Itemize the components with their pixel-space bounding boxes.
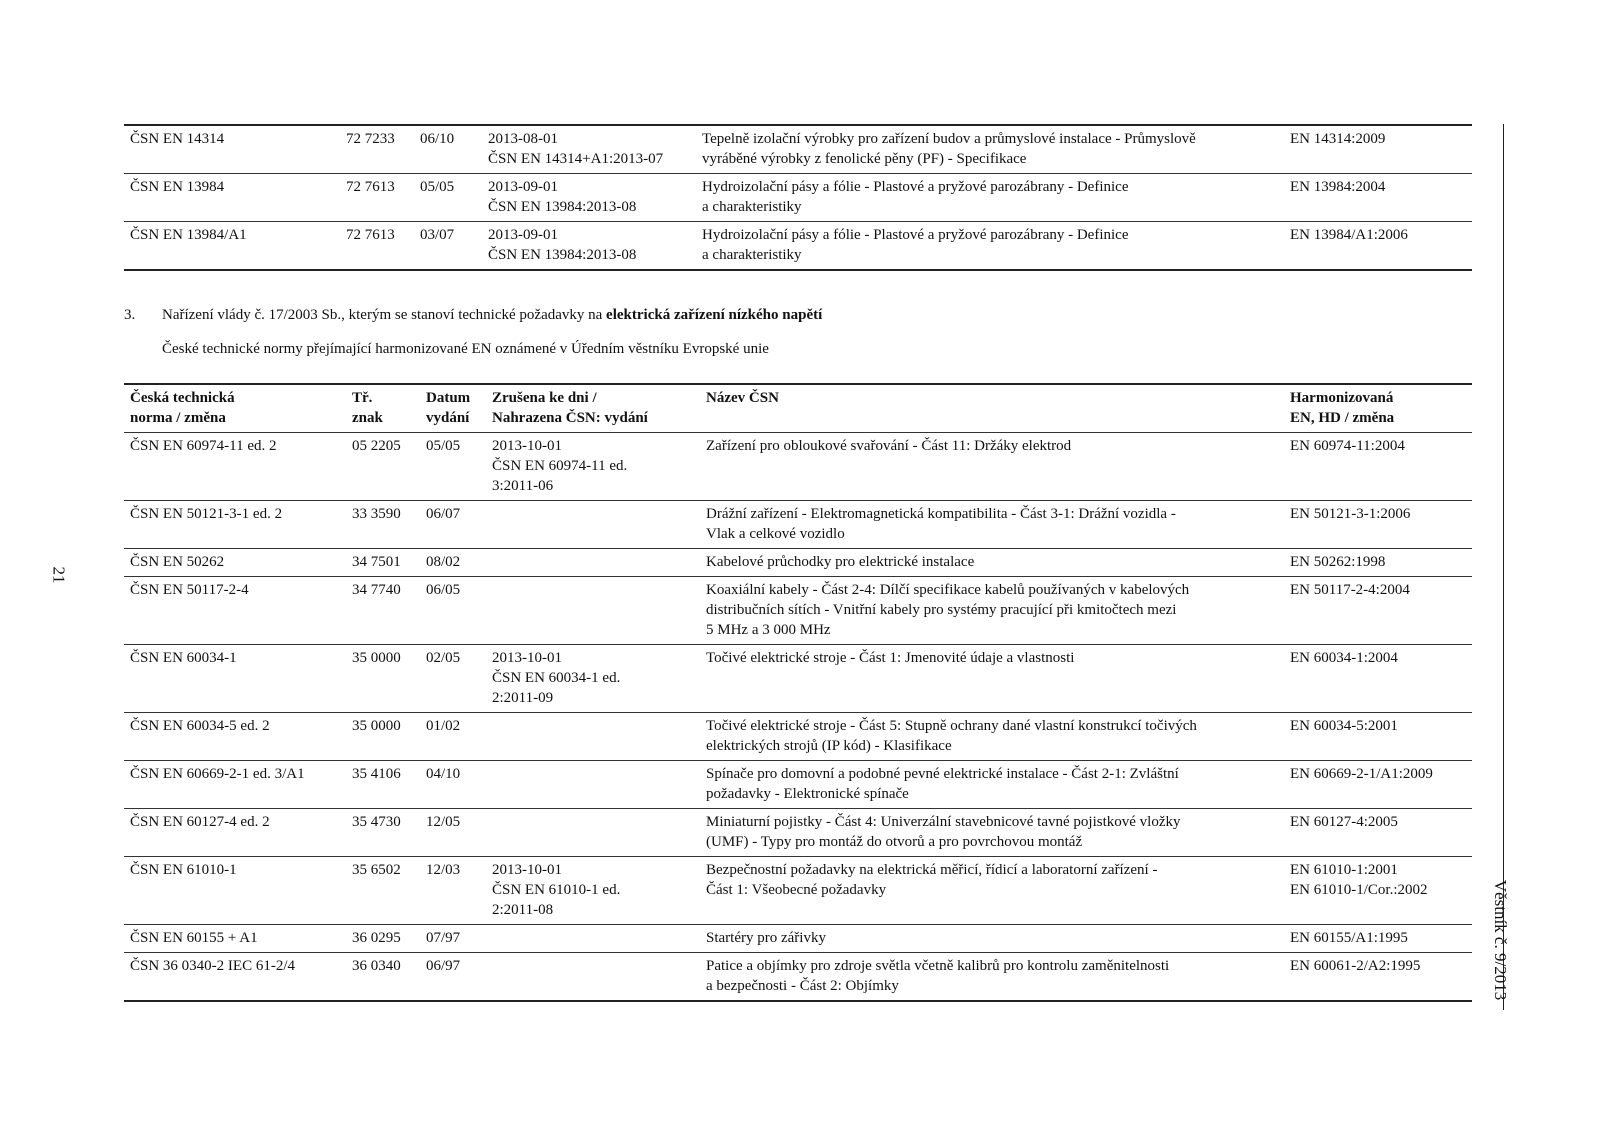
cell-line: EN 61010-1/Cor.:2002	[1290, 882, 1428, 898]
cell-zrusena	[486, 433, 700, 501]
cell-line: 2013-08-01	[488, 131, 558, 147]
cell-norma	[124, 713, 346, 761]
cell-zrusena	[486, 925, 700, 953]
cell-line: ČSN EN 61010-1	[130, 862, 237, 878]
cell-line: ČSN EN 60155 + A1	[130, 930, 258, 946]
cell-norma	[124, 501, 346, 549]
cell-line: EN 50117-2-4:2004	[1290, 582, 1410, 598]
cell-datum	[420, 433, 486, 501]
cell-harmonizovana	[1284, 174, 1472, 222]
cell-zrusena	[486, 501, 700, 549]
cell-norma	[124, 433, 346, 501]
cell-nazev	[700, 925, 1284, 953]
cell-nazev	[700, 501, 1284, 549]
side-rule	[1503, 124, 1504, 1010]
header-nazev: Název ČSN	[700, 384, 1284, 433]
cell-zrusena	[486, 713, 700, 761]
cell-line: EN 60974-11:2004	[1290, 438, 1405, 454]
cell-line: 3:2011-06	[492, 478, 554, 494]
cell-norma	[124, 761, 346, 809]
cell-norma	[124, 222, 340, 271]
cell-datum	[420, 501, 486, 549]
section-subtitle: České technické normy přejímající harmonizované EN oznámené v Úředním věstníku Evropské unie	[162, 341, 769, 357]
section-title	[162, 307, 822, 324]
cell-norma	[124, 174, 340, 222]
section-number: 3.	[124, 307, 136, 323]
header-row	[124, 384, 1472, 433]
cell-line: 5 MHz a 3 000 MHz	[706, 622, 831, 638]
table-row	[124, 857, 1472, 925]
cell-trida	[346, 645, 420, 713]
cell-line: distribučních sítích - Vnitřní kabely pro systémy pracující při kmitočtech mezi	[706, 602, 1177, 618]
cell-nazev	[700, 433, 1284, 501]
cell-line: 35 0000	[352, 650, 401, 666]
cell-nazev	[700, 645, 1284, 713]
cell-harmonizovana	[1284, 857, 1472, 925]
cell-datum	[420, 857, 486, 925]
cell-datum	[420, 809, 486, 857]
cell-line: ČSN EN 60127-4 ed. 2	[130, 814, 270, 830]
cell-datum	[420, 925, 486, 953]
table-row	[124, 645, 1472, 713]
cell-line: Točivé elektrické stroje - Část 5: Stupně ochrany dané vlastní konstrukcí točivých	[706, 718, 1197, 734]
cell-harmonizovana	[1284, 433, 1472, 501]
cell-line: 2013-10-01	[492, 650, 562, 666]
table-row	[124, 174, 1472, 222]
cell-norma	[124, 925, 346, 953]
cell-harmonizovana	[1284, 761, 1472, 809]
cell-zrusena	[486, 953, 700, 1002]
cell-datum	[420, 953, 486, 1002]
cell-harmonizovana	[1284, 953, 1472, 1002]
cell-nazev	[696, 125, 1284, 174]
table-row	[124, 577, 1472, 645]
cell-norma	[124, 857, 346, 925]
cell-line: a bezpečnosti - Část 2: Objímky	[706, 978, 899, 994]
table-header	[124, 384, 1472, 433]
cell-trida	[346, 713, 420, 761]
cell-norma	[124, 809, 346, 857]
header-norma: Česká technická norma / změna	[124, 384, 346, 433]
header-zrusena: Zrušena ke dni / Nahrazena ČSN: vydání	[486, 384, 700, 433]
cell-zrusena	[486, 761, 700, 809]
cell-line: EN 13984:2004	[1290, 179, 1386, 195]
cell-line: 05 2205	[352, 438, 401, 454]
cell-line: Zařízení pro obloukové svařování - Část 11: Držáky elektrod	[706, 438, 1072, 454]
cell-line: 35 4730	[352, 814, 401, 830]
cell-line: Kabelové průchodky pro elektrické instalace	[706, 554, 975, 570]
cell-trida	[346, 577, 420, 645]
cell-line: ČSN EN 13984	[130, 179, 225, 195]
cell-norma	[124, 125, 340, 174]
cell-line: 12/05	[426, 814, 461, 830]
cell-line: ČSN EN 13984:2013-08	[488, 247, 637, 263]
cell-harmonizovana	[1284, 577, 1472, 645]
cell-line: 2:2011-09	[492, 690, 554, 706]
table-row	[124, 925, 1472, 953]
cell-line: 36 0295	[352, 930, 401, 946]
cell-datum	[420, 549, 486, 577]
cell-line: ČSN EN 60669-2-1 ed. 3/A1	[130, 766, 305, 782]
cell-line: EN 60155/A1:1995	[1290, 930, 1408, 946]
cell-line: 72 7233	[346, 131, 395, 147]
cell-line: Vlak a celkové vozidlo	[706, 526, 845, 542]
cell-line: Spínače pro domovní a podobné pevné elektrické instalace - Část 2-1: Zvláštní	[706, 766, 1179, 782]
cell-zrusena	[486, 809, 700, 857]
cell-line: a charakteristiky	[702, 247, 802, 263]
cell-zrusena	[486, 857, 700, 925]
cell-line: ČSN EN 50262	[130, 554, 225, 570]
cell-line: ČSN EN 61010-1 ed.	[492, 882, 621, 898]
cell-line: Točivé elektrické stroje - Část 1: Jmenovité údaje a vlastnosti	[706, 650, 1075, 666]
cell-trida	[346, 809, 420, 857]
table-row	[124, 761, 1472, 809]
cell-line: EN 50121-3-1:2006	[1290, 506, 1411, 522]
cell-nazev	[700, 809, 1284, 857]
cell-harmonizovana	[1284, 645, 1472, 713]
cell-line: Část 1: Všeobecné požadavky	[706, 882, 887, 898]
cell-line: ČSN EN 50121-3-1 ed. 2	[130, 506, 283, 522]
cell-line: Drážní zařízení - Elektromagnetická kompatibilita - Část 3-1: Drážní vozidla -	[706, 506, 1176, 522]
cell-trida	[346, 857, 420, 925]
cell-line: 07/97	[426, 930, 461, 946]
cell-line: 36 0340	[352, 958, 401, 974]
cell-line: Patice a objímky pro zdroje světla včetně kalibrů pro kontrolu zaměnitelnosti	[706, 958, 1170, 974]
table-row	[124, 501, 1472, 549]
standards-table-construction	[124, 124, 1472, 271]
cell-line: 2013-09-01	[488, 227, 558, 243]
cell-line: ČSN EN 60034-1	[130, 650, 237, 666]
cell-harmonizovana	[1284, 125, 1472, 174]
cell-nazev	[700, 713, 1284, 761]
cell-norma	[124, 953, 346, 1002]
cell-line: EN 60034-1:2004	[1290, 650, 1398, 666]
cell-line: ČSN EN 13984:2013-08	[488, 199, 637, 215]
cell-line: 06/05	[426, 582, 461, 598]
cell-nazev	[700, 577, 1284, 645]
table-row	[124, 222, 1472, 271]
cell-line: 34 7740	[352, 582, 401, 598]
cell-line: 06/10	[420, 131, 455, 147]
cell-line: 08/02	[426, 554, 461, 570]
cell-zrusena	[482, 174, 696, 222]
cell-line: Startéry pro zářivky	[706, 930, 826, 946]
cell-datum	[420, 713, 486, 761]
cell-line: ČSN EN 60034-5 ed. 2	[130, 718, 270, 734]
cell-datum	[414, 125, 482, 174]
header-datum: Datum vydání	[420, 384, 486, 433]
cell-nazev	[700, 857, 1284, 925]
cell-line: (UMF) - Typy pro montáž do otvorů a pro povrchovou montáž	[706, 834, 1083, 850]
cell-harmonizovana	[1284, 925, 1472, 953]
cell-trida	[340, 174, 414, 222]
cell-trida	[346, 925, 420, 953]
cell-line: elektrických strojů (IP kód) - Klasifikace	[706, 738, 952, 754]
table-row	[124, 125, 1472, 174]
cell-line: 2013-10-01	[492, 438, 562, 454]
cell-line: 12/03	[426, 862, 461, 878]
cell-harmonizovana	[1284, 549, 1472, 577]
cell-line: EN 61010-1:2001	[1290, 862, 1398, 878]
cell-line: 2:2011-08	[492, 902, 554, 918]
cell-line: 06/07	[426, 506, 461, 522]
cell-line: EN 60127-4:2005	[1290, 814, 1398, 830]
cell-line: EN 50262:1998	[1290, 554, 1386, 570]
cell-norma	[124, 549, 346, 577]
cell-line: Miniaturní pojistky - Část 4: Univerzální stavebnicové tavné pojistkové vložky	[706, 814, 1181, 830]
cell-trida	[340, 222, 414, 271]
cell-datum	[420, 645, 486, 713]
cell-line: Hydroizolační pásy a fólie - Plastové a pryžové parozábrany - Definice	[702, 227, 1129, 243]
cell-line: 33 3590	[352, 506, 401, 522]
cell-line: Bezpečnostní požadavky na elektrická měřicí, řídicí a laboratorní zařízení -	[706, 862, 1158, 878]
cell-line: ČSN EN 60974-11 ed. 2	[130, 438, 277, 454]
cell-datum	[414, 222, 482, 271]
cell-zrusena	[486, 577, 700, 645]
cell-zrusena	[486, 645, 700, 713]
cell-line: EN 60669-2-1/A1:2009	[1290, 766, 1433, 782]
cell-line: ČSN EN 14314+A1:2013-07	[488, 151, 664, 167]
cell-zrusena	[486, 549, 700, 577]
cell-nazev	[696, 174, 1284, 222]
cell-line: 2013-09-01	[488, 179, 558, 195]
cell-harmonizovana	[1284, 809, 1472, 857]
cell-line: 05/05	[426, 438, 461, 454]
page-number: 21	[49, 566, 69, 584]
cell-line: ČSN EN 13984/A1	[130, 227, 247, 243]
cell-trida	[346, 501, 420, 549]
cell-line: EN 60061-2/A2:1995	[1290, 958, 1421, 974]
cell-datum	[420, 761, 486, 809]
cell-line: 72 7613	[346, 227, 395, 243]
cell-line: vyráběné výrobky z fenolické pěny (PF) - Specifikace	[702, 151, 1027, 167]
cell-line: ČSN EN 14314	[130, 131, 225, 147]
cell-line: a charakteristiky	[702, 199, 802, 215]
cell-nazev	[700, 761, 1284, 809]
cell-norma	[124, 645, 346, 713]
table-row	[124, 809, 1472, 857]
cell-trida	[340, 125, 414, 174]
cell-norma	[124, 577, 346, 645]
table-row	[124, 713, 1472, 761]
table-body	[124, 433, 1472, 1002]
cell-line: EN 60034-5:2001	[1290, 718, 1398, 734]
standards-table-low-voltage	[124, 383, 1472, 1002]
cell-trida	[346, 549, 420, 577]
cell-line: 2013-10-01	[492, 862, 562, 878]
cell-zrusena	[482, 125, 696, 174]
cell-line: 04/10	[426, 766, 461, 782]
cell-line: 35 6502	[352, 862, 401, 878]
cell-line: 01/02	[426, 718, 461, 734]
cell-line: 35 4106	[352, 766, 401, 782]
cell-trida	[346, 761, 420, 809]
cell-datum	[414, 174, 482, 222]
cell-line: 34 7501	[352, 554, 401, 570]
cell-line: EN 14314:2009	[1290, 131, 1386, 147]
cell-harmonizovana	[1284, 713, 1472, 761]
cell-line: 03/07	[420, 227, 455, 243]
table-row	[124, 953, 1472, 1002]
cell-line: ČSN EN 60034-1 ed.	[492, 670, 621, 686]
cell-trida	[346, 433, 420, 501]
cell-harmonizovana	[1284, 222, 1472, 271]
cell-nazev	[700, 953, 1284, 1002]
cell-line: 02/05	[426, 650, 461, 666]
cell-line: ČSN EN 60974-11 ed.	[492, 458, 628, 474]
table-row	[124, 549, 1472, 577]
cell-line: 35 0000	[352, 718, 401, 734]
cell-line: Hydroizolační pásy a fólie - Plastové a pryžové parozábrany - Definice	[702, 179, 1129, 195]
header-trida: Tř. znak	[346, 384, 420, 433]
header-harmonizovana: Harmonizovaná EN, HD / změna	[1284, 384, 1472, 433]
cell-line: požadavky - Elektronické spínače	[706, 786, 909, 802]
cell-nazev	[700, 549, 1284, 577]
cell-trida	[346, 953, 420, 1002]
table-body	[124, 125, 1472, 270]
table-row	[124, 433, 1472, 501]
cell-line: EN 13984/A1:2006	[1290, 227, 1408, 243]
section-title-bold: elektrická zařízení nízkého napětí	[606, 307, 823, 323]
section-title-text: Nařízení vlády č. 17/2003 Sb., kterým se stanoví technické požadavky na	[162, 307, 607, 323]
cell-line: 72 7613	[346, 179, 395, 195]
cell-line: 05/05	[420, 179, 455, 195]
cell-line: Koaxiální kabely - Část 2-4: Dílčí specifikace kabelů používaných v kabelových	[706, 582, 1190, 598]
journal-title: Věstník č. 9/2013	[1491, 879, 1511, 1001]
cell-line: 06/97	[426, 958, 461, 974]
cell-line: Tepelně izolační výrobky pro zařízení budov a průmyslové instalace - Průmyslově	[702, 131, 1196, 147]
cell-line: ČSN EN 50117-2-4	[130, 582, 249, 598]
cell-line: ČSN 36 0340-2 IEC 61-2/4	[130, 958, 295, 974]
cell-harmonizovana	[1284, 501, 1472, 549]
cell-nazev	[696, 222, 1284, 271]
cell-datum	[420, 577, 486, 645]
cell-zrusena	[482, 222, 696, 271]
